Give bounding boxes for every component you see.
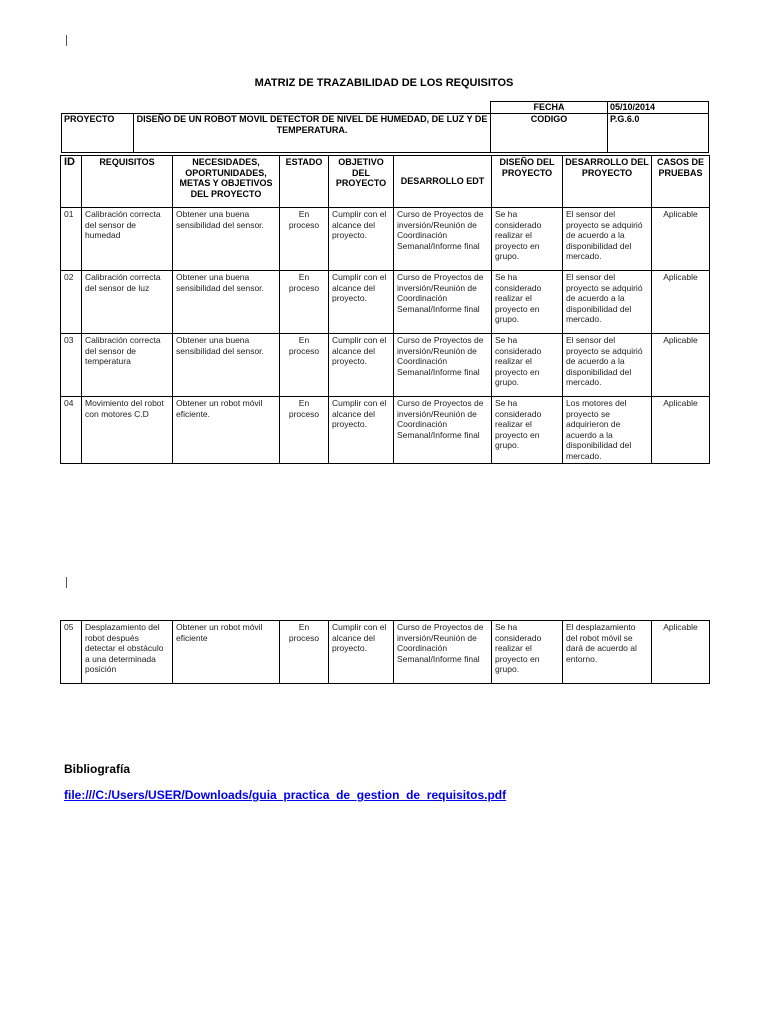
text-cursor-mark [66, 35, 67, 46]
column-header-id: ID [61, 156, 82, 208]
row-casos: Aplicable [652, 621, 710, 684]
row-estado: En proceso [280, 271, 329, 334]
row-necesidad: Obtener una buena sensibilidad del sensor. [173, 271, 280, 334]
row-id: 04 [61, 397, 82, 464]
row-requisito: Calibración correcta del sensor de luz [82, 271, 173, 334]
traceability-matrix-continuation-table [60, 620, 710, 684]
proyecto-label: PROYECTO [62, 114, 134, 153]
document-title: MATRIZ DE TRAZABILIDAD DE LOS REQUISITOS [254, 77, 514, 89]
column-header-objetivo: OBJETIVO DEL PROYECTO [329, 156, 394, 208]
row-desarrollo: El desplazamiento del robot móvil se dará de acuerdo al entorno. [563, 621, 652, 684]
column-header-desarrollo-proyecto: DESARROLLO DEL PROYECTO [563, 156, 652, 208]
project-header-table [61, 101, 709, 153]
row-diseno: Se ha considerado realizar el proyecto en grupo. [492, 208, 563, 271]
column-header-diseno: DISEÑO DEL PROYECTO [492, 156, 563, 208]
table-row [61, 271, 710, 334]
row-objetivo: Cumplir con el alcance del proyecto. [329, 621, 394, 684]
row-objetivo: Cumplir con el alcance del proyecto. [329, 397, 394, 464]
row-desarrollo: El sensor del proyecto se adquirió de acuerdo a la disponibilidad del mercado. [563, 334, 652, 397]
row-necesidad: Obtener una buena sensibilidad del sensor. [173, 208, 280, 271]
row-casos: Aplicable [652, 397, 710, 464]
row-casos: Aplicable [652, 271, 710, 334]
table-row [61, 397, 710, 464]
column-header-casos-pruebas: CASOS DE PRUEBAS [652, 156, 710, 208]
row-desarrollo: Los motores del proyecto se adquirieron de acuerdo a la disponibilidad del mercado. [563, 397, 652, 464]
bibliography-link[interactable]: file:///C:/Users/USER/Downloads/guia_practica_de_gestion_de_requisitos.pdf [64, 788, 507, 802]
row-id: 01 [61, 208, 82, 271]
column-header-necesidades: NECESIDADES, OPORTUNIDADES, METAS Y OBJETIVOS DEL PROYECTO [173, 156, 280, 208]
table-row [61, 334, 710, 397]
row-estado: En proceso [280, 621, 329, 684]
row-necesidad: Obtener una buena sensibilidad del sensor. [173, 334, 280, 397]
row-requisito: Calibración correcta del sensor de temperatura [82, 334, 173, 397]
row-necesidad: Obtener un robot móvil eficiente [173, 621, 280, 684]
column-header-requisitos: REQUISITOS [82, 156, 173, 208]
row-objetivo: Cumplir con el alcance del proyecto. [329, 271, 394, 334]
table-row [61, 208, 710, 271]
row-diseno: Se ha considerado realizar el proyecto en grupo. [492, 271, 563, 334]
row-estado: En proceso [280, 334, 329, 397]
codigo-label: CODIGO [491, 114, 608, 153]
bibliography-heading: Bibliografía [64, 762, 131, 776]
column-header-desarrollo-edt: DESARROLLO EDT [394, 156, 492, 208]
row-edt: Curso de Proyectos de inversión/Reunión de Coordinación Semanal/Informe final [394, 621, 492, 684]
row-necesidad: Obtener un robot móvil eficiente. [173, 397, 280, 464]
row-id: 03 [61, 334, 82, 397]
row-id: 05 [61, 621, 82, 684]
row-diseno: Se ha considerado realizar el proyecto en grupo. [492, 397, 563, 464]
row-diseno: Se ha considerado realizar el proyecto en grupo. [492, 334, 563, 397]
text-cursor-mark [66, 577, 67, 588]
row-id: 02 [61, 271, 82, 334]
row-casos: Aplicable [652, 334, 710, 397]
codigo-value: P.G.6.0 [608, 114, 709, 153]
row-edt: Curso de Proyectos de inversión/Reunión de Coordinación Semanal/Informe final [394, 334, 492, 397]
row-casos: Aplicable [652, 208, 710, 271]
traceability-matrix-table [60, 155, 710, 464]
column-header-estado: ESTADO [280, 156, 329, 208]
row-objetivo: Cumplir con el alcance del proyecto. [329, 334, 394, 397]
fecha-value: 05/10/2014 [608, 102, 709, 114]
row-estado: En proceso [280, 208, 329, 271]
row-requisito: Desplazamiento del robot después detectar el obstáculo a una determinada posición [82, 621, 173, 684]
row-edt: Curso de Proyectos de inversión/Reunión de Coordinación Semanal/Informe final [394, 397, 492, 464]
row-desarrollo: El sensor del proyecto se adquirió de acuerdo a la disponibilidad del mercado. [563, 208, 652, 271]
row-desarrollo: El sensor del proyecto se adquirió de acuerdo a la disponibilidad del mercado. [563, 271, 652, 334]
row-estado: En proceso [280, 397, 329, 464]
row-objetivo: Cumplir con el alcance del proyecto. [329, 208, 394, 271]
row-requisito: Calibración correcta del sensor de humedad [82, 208, 173, 271]
row-diseno: Se ha considerado realizar el proyecto en grupo. [492, 621, 563, 684]
row-edt: Curso de Proyectos de inversión/Reunión de Coordinación Semanal/Informe final [394, 208, 492, 271]
table-row [61, 621, 710, 684]
row-requisito: Movimiento del robot con motores C.D [82, 397, 173, 464]
fecha-label: FECHA [491, 102, 608, 114]
proyecto-name: DISEÑO DE UN ROBOT MOVIL DETECTOR DE NIVEL DE HUMEDAD, DE LUZ Y DE TEMPERATURA. [134, 114, 491, 153]
row-edt: Curso de Proyectos de inversión/Reunión de Coordinación Semanal/Informe final [394, 271, 492, 334]
